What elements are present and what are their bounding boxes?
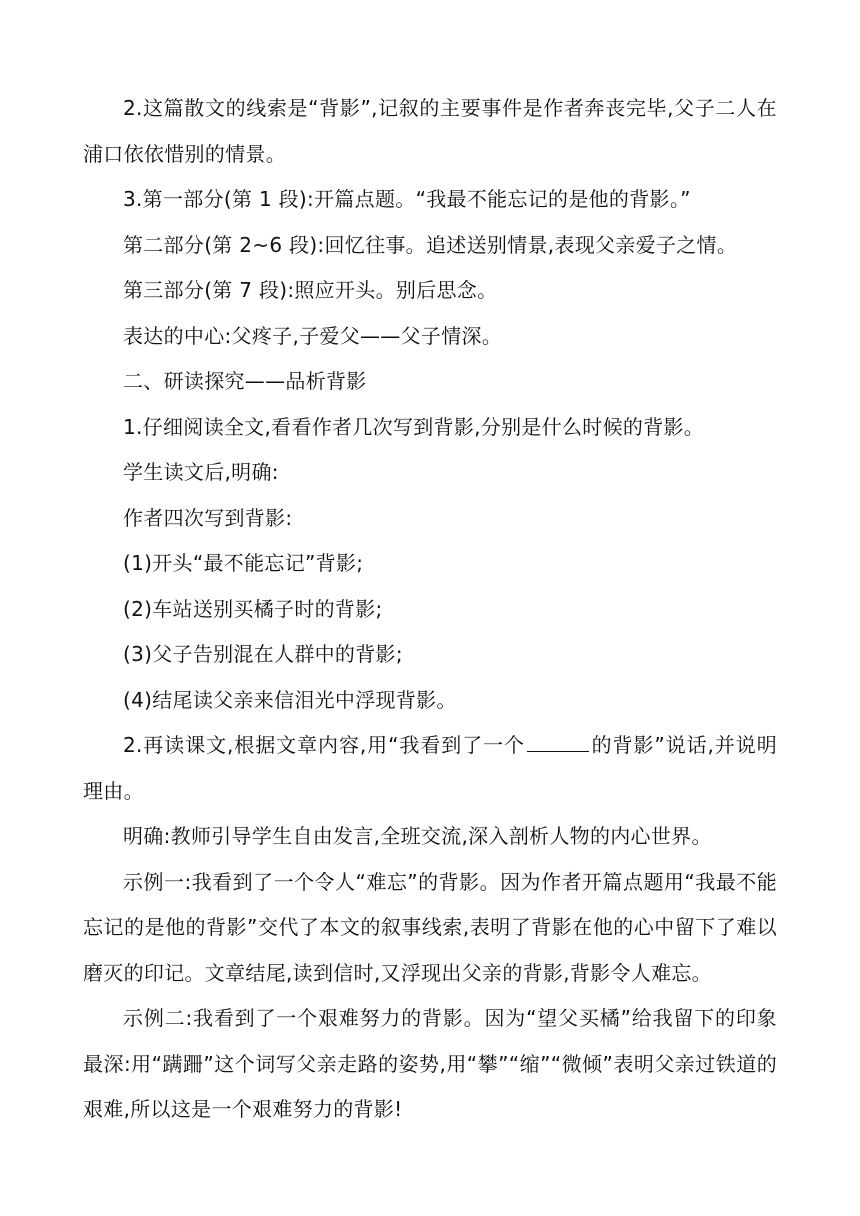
fill-in-blank — [527, 729, 589, 752]
document-body — [83, 86, 777, 1133]
answer-explanation: 明确:教师引导学生自由发言,全班交流,深入剖析人物的内心世界。 — [123, 824, 712, 848]
answer-item-4: (4)结尾读父亲来信泪光中浮现背影。 — [123, 687, 457, 712]
answer-item-1: (1)开头“最不能忘记”背影; — [123, 551, 364, 575]
answer-lead: 作者四次写到背影: — [123, 505, 293, 530]
paragraph-part-three: 第三部分(第 7 段):照应开头。别后思念。 — [123, 278, 498, 302]
paragraph-part-one: 3.第一部分(第 1 段):开篇点题。“我最不能忘记的是他的背影。” — [123, 187, 691, 211]
answer-intro: 学生读文后,明确: — [123, 460, 279, 484]
question-one: 1.仔细阅读全文,看看作者几次写到背影,分别是什么时候的背影。 — [123, 414, 705, 439]
paragraph-part-two: 第二部分(第 2~6 段):回忆往事。追述送别情景,表现父亲爱子之情。 — [123, 232, 738, 257]
answer-item-3: (3)父子告别混在人群中的背影; — [123, 642, 403, 666]
example-two: 示例二:我看到了一个艰难努力的背影。因为“望父买橘”给我留下的印象最深:用“蹒跚”这个词写父亲走路的姿势,用“攀”“缩”“微倾”表明父亲过铁道的艰难,所以这是一个艰难努力的背影! — [83, 1006, 777, 1121]
question-two-before-blank: 2.再读课文,根据文章内容,用“我看到了一个 — [123, 733, 525, 757]
question-two — [83, 723, 777, 814]
paragraph-theme: 表达的中心:父疼子,子爱父——父子情深。 — [123, 323, 503, 348]
example-one: 示例一:我看到了一个令人“难忘”的背影。因为作者开篇点题用“我最不能忘记的是他的背影”交代了本文的叙事线索,表明了背影在他的心中留下了难以磨灭的印记。文章结尾,读到信时,又浮现出父亲的背影,背影令人难忘。 — [83, 869, 777, 985]
answer-item-2: (2)车站送别买橘子时的背影; — [123, 596, 383, 621]
paragraph-clue: 2.这篇散文的线索是“背影”,记叙的主要事件是作者奔丧完毕,父子二人在浦口依依惜别的情景。 — [83, 96, 777, 166]
section-heading: 二、研读探究——品析背影 — [123, 369, 367, 393]
question-two-after-blank: 的背影”说话,并说明理由。 — [83, 733, 777, 803]
